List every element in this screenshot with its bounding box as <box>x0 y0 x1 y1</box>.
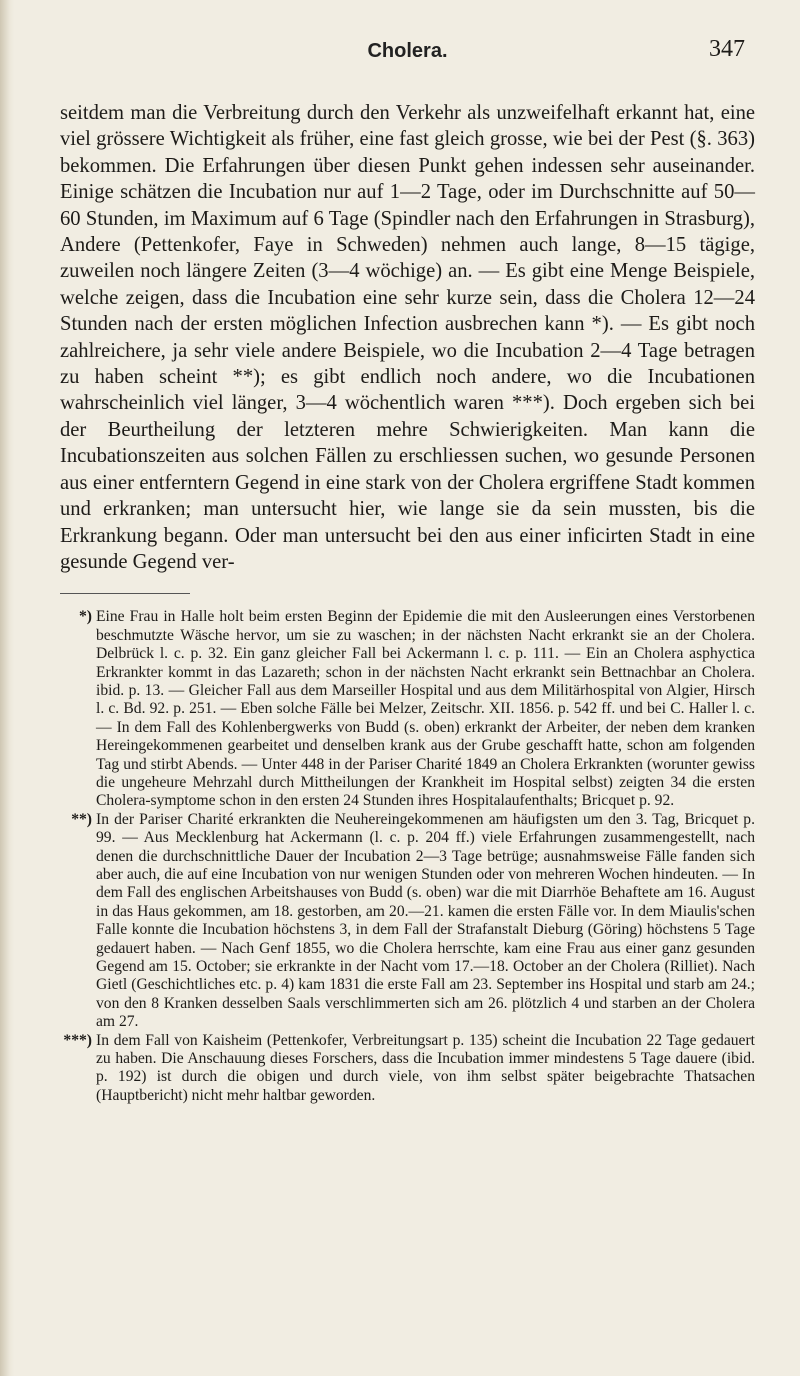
page-header <box>60 30 755 82</box>
page-number: 347 <box>709 36 745 62</box>
footnote-3-mark: ***) <box>63 1031 92 1049</box>
footnote-1 <box>60 608 755 810</box>
footnote-3 <box>60 1032 755 1106</box>
footnote-1-mark: *) <box>79 608 92 626</box>
footnote-2 <box>60 811 755 1032</box>
footnote-2-mark: **) <box>71 810 92 828</box>
page-gutter-shadow <box>0 0 14 1376</box>
main-paragraph: seitdem man die Verbreitung durch den Verkehr als unzweifelhaft erkannt hat, eine viel grössere Wichtigkeit als früher, eine fast gleich grosse, wie bei der Pest (§. 363) bekommen. Die Erfahrungen über diesen Punkt gehen indessen sehr auseinander. Einige schätzen die Incubation nur auf 1—2 Tage, oder im Durchschnitte auf 50—60 Stunden, im Maximum auf 6 Tage (Spindler nach den Erfahrungen in Strasburg), Andere (Pettenkofer, Faye in Schweden) nehmen auch lange, 8—15 tägige, zuweilen noch längere Zeiten (3—4 wöchige) an. — Es gibt eine Menge Beispiele, welche zeigen, dass die Incubation eine sehr kurze sein, dass die Cholera 12—24 Stunden nach der ersten möglichen Infection ausbrechen kann *). — Es gibt noch zahlreichere, ja sehr viele andere Beispiele, wo die Incubation 2—4 Tage betragen zu haben scheint **); es gibt endlich noch andere, wo die Incubationen wahrscheinlich viel länger, 3—4 wöchentlich waren ***). Doch ergeben sich bei der Beurtheilung der letzteren mehre Schwierigkeiten. Man kann die Incubationszeiten aus solchen Fällen zu erschliessen suchen, wo gesunde Personen aus einer entferntern Gegend in eine stark von der Cholera ergriffene Stadt kommen und erkranken; man untersucht hier, wie lange sie da sein mussten, bis die Erkrankung begann. Oder man untersucht bei den aus einer inficirten Stadt in eine gesunde Gegend ver- <box>60 102 755 573</box>
running-head: Cholera. <box>367 40 448 62</box>
footnote-3-text: In dem Fall von Kaisheim (Pettenkofer, Verbreitungsart p. 135) scheint die Incubation 22 Tage gedauert zu haben. Die Anschauung dieses Forschers, dass die Incubation immer mindestens 5 Tage dauere (ibid. p. 192) ist durch die obigen und durch viele, von ihm selbst später beigebrachte Thatsachen (Hauptbericht) nicht mehr haltbar geworden. <box>96 1031 755 1104</box>
book-page <box>60 30 755 1105</box>
footnotes <box>60 608 755 1105</box>
footnote-1-text: Eine Frau in Halle holt beim ersten Beginn der Epidemie die mit den Ausleerungen eines Verstorbenen beschmutzte Wäsche hervor, um sie zu waschen; in der nächsten Nacht erkrankt sie an der Cholera. Delbrück l. c. p. 32. Ein ganz gleicher Fall bei Ackermann l. c. p. 111. — Ein an Cholera asphyctica Erkrankter kommt in das Lazareth; schon in der nächsten Nacht erkrankt sein Bettnachbar an Cholera. ibid. p. 13. — Gleicher Fall aus dem Marseiller Hospital und aus dem Militärhospital von Algier, Hirsch l. c. Bd. 92. p. 251. — Eben solche Fälle bei Melzer, Zeitschr. XII. 1856. p. 542 ff. und bei C. Haller l. c. — In dem Fall des Kohlenbergwerks von Budd (s. oben) erkrankt der Arbeiter, der neben dem kranken Hereingekommenen gearbeitet und denselben krank aus der Grube geschafft hatte, schon am folgenden Tag und stirbt Abends. — Unter 448 in der Pariser Charité 1849 an Cholera Erkrankten (worunter gewiss die ungeheure Mehrzahl durch Mittheilungen der Krankheit im Hospital selbst) zeigten 34 die ersten Cholera-symptome schon in den ersten 24 Stunden ihres Hospitalaufenthalts; Bricquet p. 92. <box>96 608 755 810</box>
footnote-2-text: In der Pariser Charité erkrankten die Neuhereingekommenen am häufigsten um den 3. Tag, Bricquet p. 99. — Aus Mecklenburg hat Ackermann (l. c. p. 204 ff.) viele Erfahrungen zusammengestellt, nach denen die durchschnittliche Dauer der Incubation 2—3 Tage betrüge; ausnahmsweise Fälle fanden sich aber auch, die auf eine Incubation von nur wenigen Stunden oder von mehreren Wochen hindeuten. — In dem Fall des englischen Arbeitshauses von Budd (s. oben) war die mit Diarrhöe Behaftete am 16. August in das Haus gekommen, am 18. gestorben, am 20.—21. kamen die ersten Fälle vor. In dem Miaulis'schen Falle konnte die Incubation höchstens 3, in dem Fall der Strafanstalt Dieburg (Göring) höchstens 5 Tage gedauert haben. — Nach Genf 1855, wo die Cholera herrschte, kam eine Frau aus einer ganz gesunden Gegend am 15. October; sie erkrankte in der Nacht vom 17.—18. October an der Cholera (Rilliet). Nach Gietl (Geschichtliches etc. p. 4) kam 1831 die erste Fall am 23. September ins Hospital und starb am 24.; von den 8 Kranken desselben Saals verschlimmerten sich am 26. plötzlich 4 und starben an der Cholera am 27. <box>96 810 755 1031</box>
footnote-separator <box>60 593 190 594</box>
